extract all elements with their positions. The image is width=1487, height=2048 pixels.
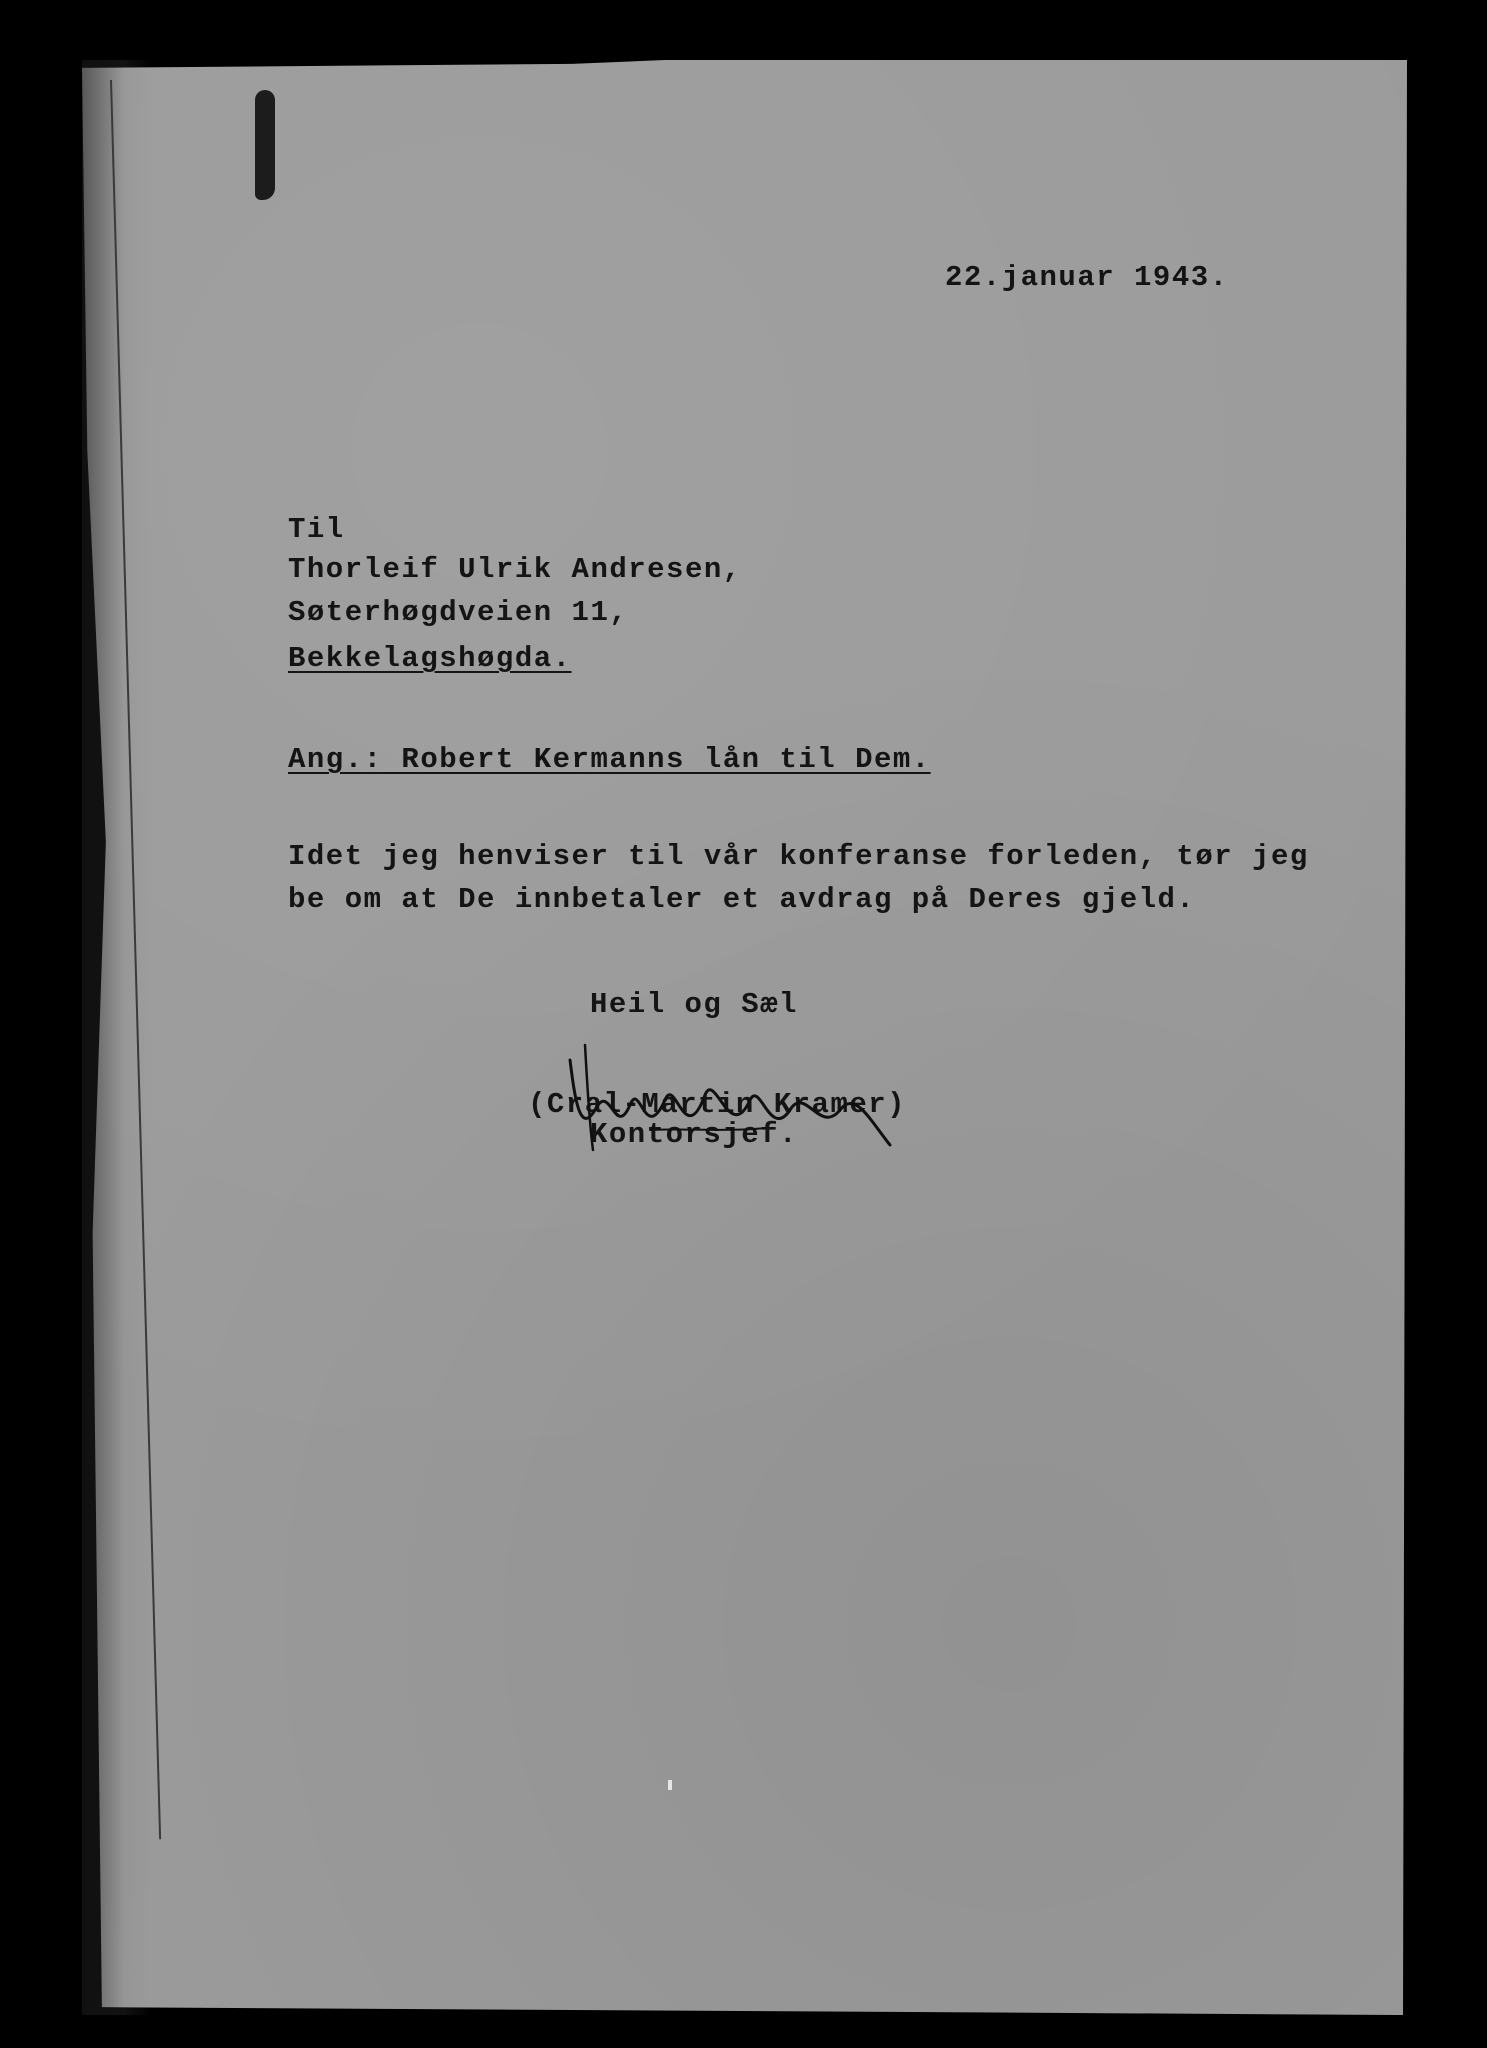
punch-hole-mark <box>255 90 275 200</box>
body-line-2: be om at De innbetaler et avdrag på Deres gjeld. <box>288 883 1196 916</box>
signer-name: (Cral-Martin Kramer) <box>528 1088 907 1121</box>
letter-date: 22.januar 1943. <box>945 261 1229 294</box>
letter-sheet <box>82 60 1407 2015</box>
recipient-street: Søterhøgdveien 11, <box>288 596 629 629</box>
recipient-name: Thorleif Ulrik Andresen, <box>288 553 742 586</box>
recipient-city: Bekkelagshøgda. <box>288 642 572 675</box>
paper-speck <box>668 1780 672 1790</box>
letter-closing: Heil og Sæl <box>590 988 798 1021</box>
body-line-1: Idet jeg henviser til vår konferanse forleden, tør jeg <box>288 840 1309 873</box>
recipient-to-label: Til <box>288 513 345 546</box>
letter-subject: Ang.: Robert Kermanns lån til Dem. <box>288 743 931 776</box>
handwritten-signature <box>555 1040 935 1160</box>
signer-title: Kontorsjef. <box>590 1118 798 1151</box>
